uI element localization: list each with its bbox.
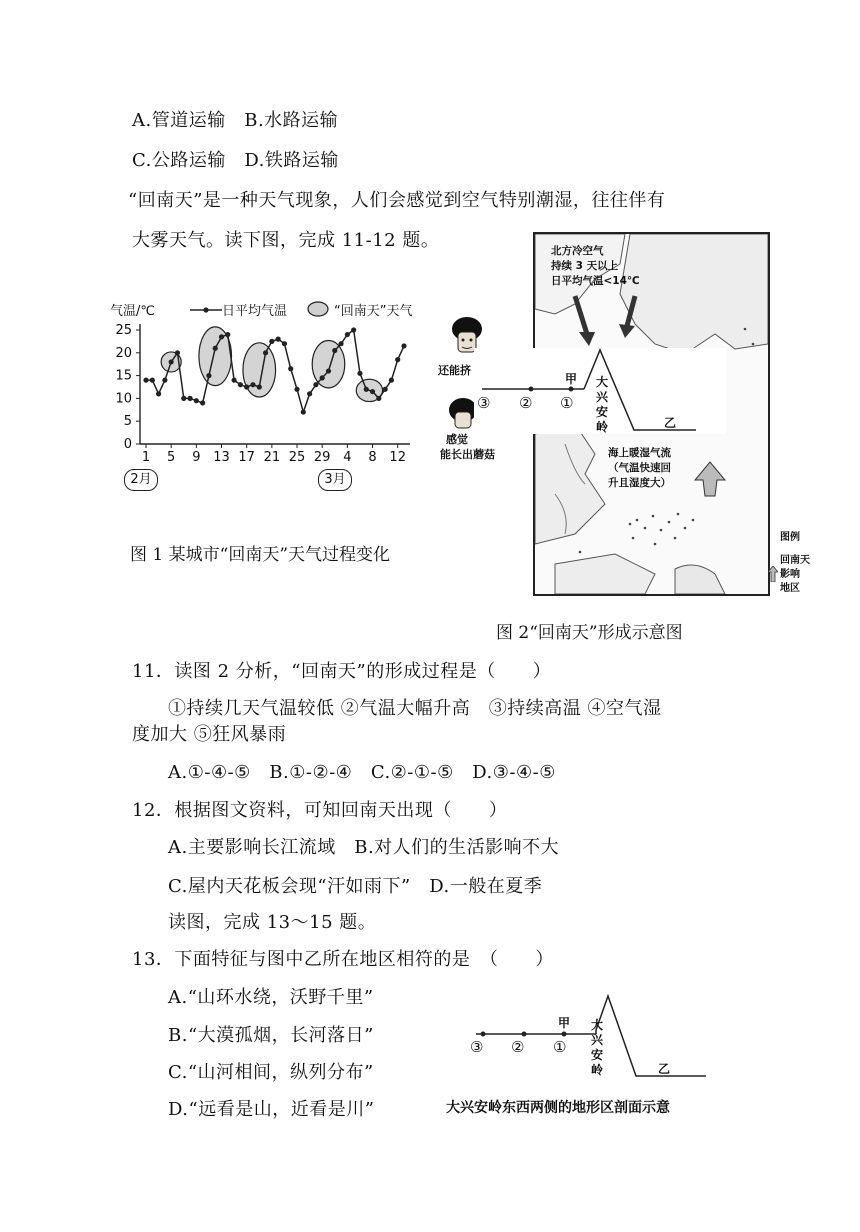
temperature-point [175, 350, 180, 355]
y-tick-label: 10 [115, 391, 132, 407]
cold-air-line1: 北方冷空气 [551, 245, 604, 257]
temperature-point [301, 409, 306, 414]
temperature-point [376, 396, 381, 401]
temperature-point [357, 371, 362, 376]
profile-caption: 大兴安岭东西两侧的地形区剖面示意 [446, 1100, 670, 1116]
intro-text-line1: “回南天”是一种天气现象，人们会感觉到空气特别潮湿，往往伴有 [128, 190, 666, 211]
temperature-point [238, 382, 243, 387]
overlay-peak-label: 甲 [565, 372, 578, 386]
temperature-point [263, 350, 268, 355]
temperature-point [156, 391, 161, 396]
temperature-point [231, 378, 236, 383]
profile-mountain-char4: 岭 [591, 1063, 604, 1077]
temperature-point [143, 378, 148, 383]
temperature-point [244, 384, 249, 389]
x-tick-label: 5 [167, 450, 176, 465]
q13-stem: 13．下面特征与图中乙所在地区相符的是 （ ） [132, 949, 554, 970]
temperature-point [194, 398, 199, 403]
cold-air-note [551, 244, 640, 289]
temperature-line-chart [108, 300, 448, 500]
profile-mountain-label [591, 1018, 605, 1078]
legend-title: 图例 [780, 532, 800, 543]
q13-option-d: D.“远看是山，近看是川” [168, 1099, 375, 1120]
temperature-point [206, 373, 211, 378]
x-tick-label: 21 [263, 450, 281, 465]
temperature-point [294, 387, 299, 392]
q12-options-cd: C.屋内天花板会现“汗如雨下” D.一般在夏季 [168, 876, 543, 897]
temperature-point [401, 343, 406, 348]
q11-items-line2: 度加大 ⑤狂风暴雨 [132, 724, 287, 745]
y-tick-label: 25 [115, 323, 132, 338]
hui-nan-tian-marker [312, 341, 345, 388]
q11-items-line1: ①持续几天气温较低 ②气温大幅升高 ③持续高温 ④空气湿 [168, 698, 662, 719]
profile-point-2: ② [511, 1038, 525, 1056]
temperature-point [162, 378, 167, 383]
x-tick-label: 4 [343, 450, 352, 465]
q10-options-cd: C.公路运输 D.铁路运输 [132, 150, 339, 171]
temperature-point [338, 341, 343, 346]
temperature-point [326, 368, 331, 373]
temperature-point [250, 382, 255, 387]
profile-mountain-char2: 兴 [591, 1033, 604, 1047]
legend-hatch-icon [768, 566, 778, 582]
month-mar-label: 3月 [318, 469, 352, 491]
q13-option-b: B.“大漠孤烟，长河落日” [168, 1025, 374, 1046]
x-tick-label: 13 [213, 450, 230, 465]
cartoon2-caption-b: 能长出蘑菇 [440, 448, 495, 461]
temperature-point [219, 334, 224, 339]
legend-circle-marker [306, 301, 330, 317]
overlay-point-2: ② [519, 394, 533, 412]
cartoon2-caption-a: 感觉 [446, 433, 468, 446]
warm-air-note [608, 446, 671, 491]
y-tick-label: 20 [115, 345, 132, 361]
legend-text-line3: 地区 [780, 583, 800, 594]
temperature-point [307, 391, 312, 396]
profile-point-3: ③ [470, 1038, 484, 1056]
x-tick-label: 12 [389, 450, 406, 465]
overlay-mountain-char2: 兴 [596, 390, 609, 404]
temperature-point [383, 387, 388, 392]
temperature-point [181, 396, 186, 401]
cartoon1-caption: 还能挤 [438, 364, 471, 377]
overlay-mountain-char1: 大 [596, 375, 609, 389]
x-tick-label: 29 [313, 450, 331, 465]
chart-ylabel: 气温/℃ [110, 304, 155, 319]
q12-options-ab: A.主要影响长江流域 B.对人们的生活影响不大 [168, 837, 560, 858]
temperature-point [150, 378, 155, 383]
q13-option-a: A.“山环水绕，沃野千里” [168, 987, 374, 1008]
overlay-point-3: ③ [477, 394, 491, 412]
cold-air-line2: 持续 3 天以上 [551, 260, 619, 272]
legend-text [780, 554, 810, 596]
q10-options-ab: A.管道运输 B.水路运输 [132, 110, 339, 131]
overlay-mountain-char3: 安 [596, 405, 609, 419]
overlay-point-1: ① [560, 394, 574, 412]
profile-mountain-char1: 大 [591, 1018, 604, 1032]
temperature-point [187, 396, 192, 401]
q13-option-c: C.“山河相间，纵列分布” [168, 1062, 374, 1083]
temperature-point [332, 348, 337, 353]
temperature-point [288, 366, 293, 371]
temperature-point [225, 332, 230, 337]
figure2-caption: 图 2“回南天”形成示意图 [496, 623, 683, 643]
temperature-point [313, 382, 318, 387]
legend-circle-label: “回南天”天气 [334, 304, 413, 319]
temperature-point [389, 378, 394, 383]
overlay-east-label: 乙 [664, 416, 677, 430]
temperature-point [320, 375, 325, 380]
warm-air-line1: 海上暖湿气流 [608, 447, 671, 459]
q12-stem: 12．根据图文资料，可知回南天出现（ ） [132, 800, 508, 821]
y-tick-label: 15 [115, 368, 132, 384]
profile-mountain-char3: 安 [591, 1048, 604, 1062]
intro-text-line2: 大雾天气。读下图，完成 11-12 题。 [132, 230, 440, 251]
temperature-point [364, 387, 369, 392]
y-tick-label: 0 [123, 437, 132, 452]
q11-stem: 11．读图 2 分析，“回南天”的形成过程是（ ） [132, 661, 552, 682]
warm-air-line3: 升且湿度大） [608, 477, 671, 489]
warm-air-line2: （气温快速回 [608, 462, 671, 474]
figure1-caption: 图 1 某城市“回南天”天气过程变化 [130, 545, 391, 565]
profile-peak-label: 甲 [558, 1016, 571, 1030]
x-tick-label: 17 [238, 450, 255, 465]
overlay-mountain-char4: 岭 [596, 420, 609, 434]
figure1-chart [108, 300, 448, 500]
temperature-point [276, 337, 281, 342]
temperature-point [269, 339, 274, 344]
temperature-point [345, 332, 350, 337]
x-tick-label: 25 [288, 450, 306, 465]
legend-line-label: 日平均气温 [222, 304, 288, 319]
y-tick-label: 5 [123, 414, 132, 430]
temperature-point [257, 384, 262, 389]
legend-text-line1: 回南天 [780, 555, 810, 566]
cold-air-line3: 日平均气温<14℃ [551, 275, 640, 287]
x-tick-label: 1 [141, 450, 151, 465]
month-feb-label: 2月 [124, 469, 158, 491]
temperature-point [370, 389, 375, 394]
overlay-mountain-label [596, 375, 610, 435]
x-tick-label: 8 [368, 450, 377, 465]
temperature-point [351, 327, 356, 332]
legend-text-line2: 影响 [780, 569, 800, 580]
temperature-point [200, 400, 205, 405]
temperature-point [213, 346, 218, 351]
intro-13-15: 读图，完成 13～15 题。 [168, 912, 377, 933]
temperature-point [395, 357, 400, 362]
q11-options: A.①-④-⑤ B.①-②-④ C.②-①-⑤ D.③-④-⑤ [168, 762, 556, 783]
temperature-point [169, 359, 174, 364]
x-tick-label: 9 [192, 450, 201, 465]
temperature-point [282, 341, 287, 346]
profile-point-1: ① [553, 1038, 567, 1056]
profile-east-label: 乙 [658, 1062, 671, 1076]
